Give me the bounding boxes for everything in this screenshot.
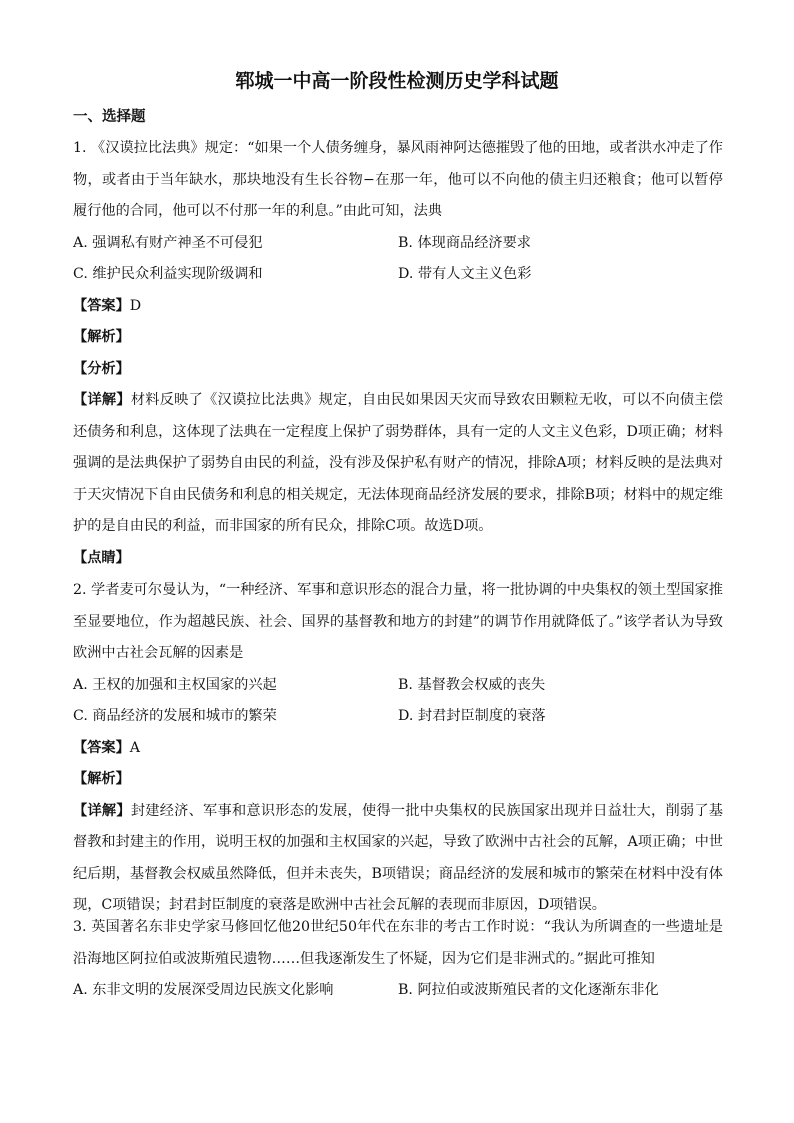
detail-label: 【详解】	[73, 802, 131, 819]
option-c: C. 商品经济的发展和城市的繁荣	[73, 708, 277, 724]
analysis-heading: 【解析】	[73, 329, 130, 345]
question-3	[73, 912, 723, 1007]
detail-label: 【详解】	[73, 392, 131, 408]
options	[73, 670, 723, 733]
detail-explanation	[73, 385, 723, 543]
analysis-heading: 【解析】	[73, 771, 130, 787]
answer-line	[73, 733, 723, 765]
question-stem: 2. 学者麦可尔曼认为，“一种经济、军事和意识形态的混合力量，将一批协调的中央集权的领土型国家推至显要地位，作为超越民族、社会、国界的基督教和地方的封建”的调节作用就降低了。”该学者认为导致欧洲中古社会瓦解的因素是	[73, 582, 723, 661]
option-b: B. 基督教会权威的丧失	[398, 676, 546, 693]
breakdown-heading: 【分析】	[73, 360, 130, 377]
answer-label: 【答案】	[73, 739, 130, 756]
question-stem: 3. 英国著名东非史学家马修回忆他20世纪50年代在东非的考古工作时说：“我认为所调查的一些遗址是沿海地区阿拉伯或波斯殖民遗物……但我逐渐发生了怀疑，因为它们是非洲式的。”据此可推知	[73, 919, 723, 967]
option-c: C. 维护民众利益实现阶级调和	[73, 266, 263, 282]
options	[73, 228, 723, 291]
page-title: 郓城一中高一阶段性检测历史学科试题	[235, 70, 559, 92]
detail-text: 材料反映了《汉谟拉比法典》规定，自由民如果因天灾而导致农田颗粒无收，可以不向债主偿还债务和利息，这体现了法典在一定程度上保护了弱势群体，具有一定的人文主义色彩，D项正确；材料强调的是法典保护了弱势自由民的利益，没有涉及保护私有财产的情况，排除A项；材料反映的是法典对于天灾情况下自由民债务和利息的相关规定，无法体现商品经济发展的要求，排除B项；材料中的规定维护的是自由民的利益，而非国家的所有民众，排除C项。故选D项。	[73, 392, 723, 534]
option-b: B. 体现商品经济要求	[398, 234, 531, 251]
option-d: D. 封君封臣制度的衰落	[398, 708, 546, 724]
question-stem: 1. 《汉谟拉比法典》规定：“如果一个人债务缠身，暴风雨神阿达德摧毁了他的田地，或者洪水冲走了作物，或者由于当年缺水，那块地没有生长谷物−在那一年，他可以不向他的债主归还粮食；他可以暂停履行他的合同，他可以不付那一年的利息。”由此可知，法典	[73, 140, 723, 219]
option-a: A. 东非文明的发展深受周边民族文化影响	[73, 982, 334, 998]
option-a: A. 王权的加强和主权国家的兴起	[73, 676, 277, 693]
answer-value: D	[129, 297, 142, 314]
answer-line	[73, 291, 723, 323]
answer-label: 【答案】	[73, 297, 130, 314]
key-point-heading: 【点睛】	[73, 549, 130, 566]
answer-value: A	[129, 739, 141, 756]
detail-text: 封建经济、军事和意识形态的发展，使得一批中央集权的民族国家出现并日益壮大，削弱了基督教和封建主的作用，说明王权的加强和主权国家的兴起，导致了欧洲中古社会的瓦解，A项正确；中世纪后期，基督教会权威虽然降低，但并未丧失，B项错误；商品经济的发展和城市的繁荣在材料中没有体现，C项错误；封君封臣制度的衰落是欧洲中古社会瓦解的表现而非原因，D项错误。	[73, 802, 723, 913]
option-a: A. 强调私有财产神圣不可侵犯	[73, 234, 263, 251]
question-1	[73, 133, 723, 574]
option-d: D. 带有人文主义色彩	[398, 266, 532, 282]
question-2	[73, 575, 723, 922]
options	[73, 975, 723, 1007]
option-b: B. 阿拉伯或波斯殖民者的文化逐渐东非化	[398, 982, 659, 998]
section-heading: 一、选择题	[73, 109, 146, 125]
detail-explanation	[73, 796, 723, 922]
